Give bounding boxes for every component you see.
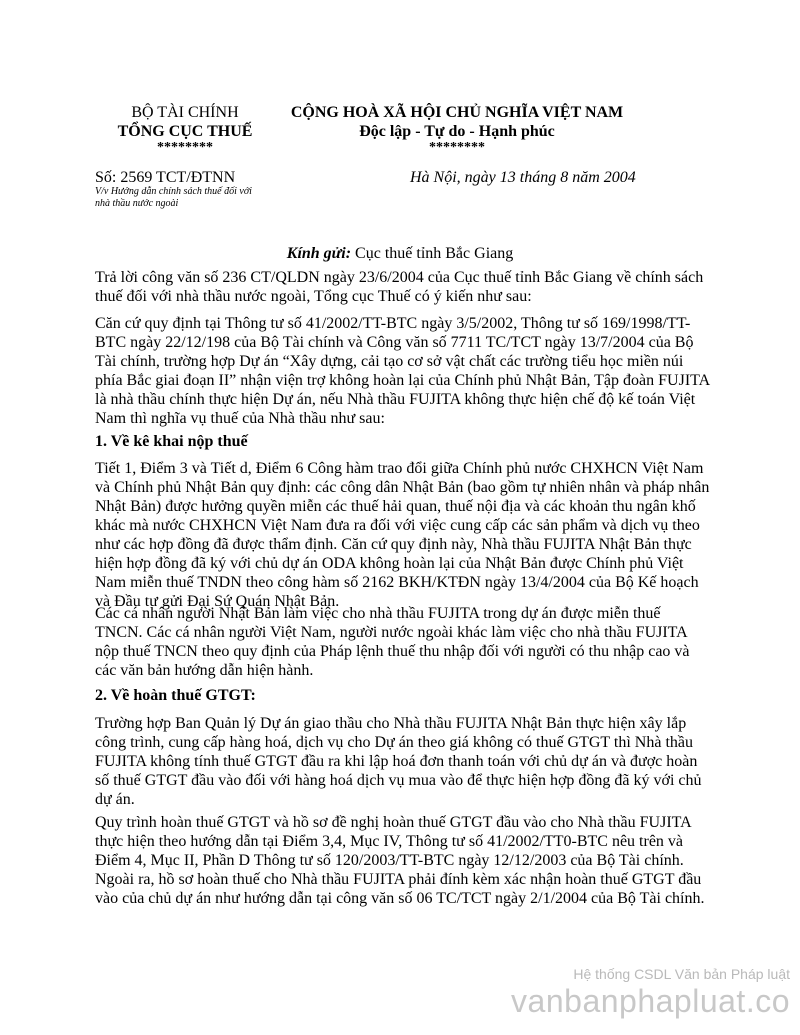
recipient-label: Kính gửi: <box>286 245 352 262</box>
paragraph-individuals: Các cá nhân người Nhật Bản làm việc cho nhà thầu FUJITA trong dự án được miễn thuế TNCN. Các cá nhân người Việt Nam, người nước ngoài khác làm việc cho nhà thầu FUJITA nộp thuế TNCN theo quy định của Pháp lệnh thuế thu nhập đối với người có thu nhập cao và các văn bản hướng dẫn hiện hành. <box>95 605 690 679</box>
watermark-caption: Hệ thống CSDL Văn bản Pháp luật <box>573 966 790 982</box>
section-heading-vat-refund: 2. Về hoàn thuế GTGT: <box>95 687 256 704</box>
document-subject: V/v Hướng dẫn chính sách thuế đối với nhà thầu nước ngoài <box>95 186 252 209</box>
section-heading-declaration: 1. Về kê khai nộp thuế <box>95 433 248 450</box>
watermark-site: vanbanphapluat.co <box>511 983 790 1019</box>
place-and-date: Hà Nội, ngày 13 tháng 8 năm 2004 <box>410 169 636 186</box>
national-motto: Độc lập - Tự do - Hạnh phúc <box>359 123 555 140</box>
national-heading <box>282 103 632 155</box>
department-name: TỔNG CỤC THUẾ <box>117 123 253 140</box>
paragraph-refund-procedure: Quy trình hoàn thuế GTGT và hồ sơ đề nghị hoàn thuế GTGT đầu vào cho Nhà thầu FUJITA thực hiện theo hướng dẫn tại Điểm 3,4, Mục IV, Thông tư số 41/2002/TT0-BTC nêu trên và Điểm 4, Mục II, Phần D Thông tư số 120/2003/TT-BTC ngày 12/12/2003 của Bộ Tài chính. Ngoài ra, hồ sơ hoàn thuế cho Nhà thầu FUJITA phải đính kèm xác nhận hoàn thuế GTGT đầu vào của chủ dự án như hướng dẫn tại công văn số 06 TC/TCT ngày 2/1/2004 của Bộ Tài chính. <box>95 814 705 907</box>
country-name: CỘNG HOÀ XÃ HỘI CHỦ NGHĨA VIỆT NAM <box>290 104 624 121</box>
recipient-line <box>0 244 800 263</box>
ministry-name: BỘ TÀI CHÍNH <box>131 104 239 121</box>
paragraph-legal-basis: Căn cứ quy định tại Thông tư số 41/2002/TT-BTC ngày 3/5/2002, Thông tư số 169/1998/TT-BTC ngày 22/12/198 của Bộ Tài chính và Công văn số 7711 TC/TCT ngày 13/7/2004 của Bộ Tài chính, trường hợp Dự án “Xây dựng, cải tạo cơ sở vật chất các trường tiểu học miền núi phía Bắc giai đoạn II” nhận viện trợ không hoàn lại của Chính phủ Nhật Bản, Tập đoàn FUJITA là nhà thầu chính thực hiện Dự án, nếu Nhà thầu FUJITA không thực hiện chế độ kế toán Việt Nam thì nghĩa vụ thuế của Nhà thầu như sau: <box>95 315 710 427</box>
issuer-stars: ******** <box>157 140 213 155</box>
issuer-block <box>100 103 270 155</box>
paragraph-vat-contract: Trường hợp Ban Quản lý Dự án giao thầu cho Nhà thầu FUJITA Nhật Bản thực hiện xây lắp công trình, cung cấp hàng hoá, dịch vụ cho Dự án theo giá không có thuế GTGT thì Nhà thầu FUJITA không tính thuế GTGT đầu ra khi lập hoá đơn thanh toán với chủ dự án và được hoàn số thuế GTGT đầu vào đối với hàng hoá dịch vụ mua vào để thực hiện hợp đồng đã ký với chủ dự án. <box>95 715 702 808</box>
paragraph-exemption: Tiết 1, Điểm 3 và Tiết d, Điểm 6 Công hàm trao đổi giữa Chính phủ nước CHXHCN Việt Nam và Chính phủ Nhật Bản quy định: các công dân Nhật Bản (bao gồm tự nhiên nhân và pháp nhân Nhật Bản) được hưởng quyền miễn các thuế hải quan, thuế nội địa và các khoản thu ngân khố khác mà nước CHXHCN Việt Nam đưa ra đối với việc cung cấp các sản phẩm và dịch vụ theo như các hợp đồng đã được thẩm định. Căn cứ quy định này, Nhà thầu FUJITA Nhật Bản thực hiện hợp đồng đã ký với chủ dự án ODA không hoàn lại của Nhật Bản được Chính phủ Việt Nam miễn thuế TNDN theo công hàm số 2162 BKH/KTĐN ngày 13/4/2004 của Bộ Kế hoạch và Đầu tư gửi Đại Sứ Quán Nhật Bản. <box>95 460 710 610</box>
motto-stars: ******** <box>429 140 485 155</box>
paragraph-reply: Trả lời công văn số 236 CT/QLDN ngày 23/6/2004 của Cục thuế tỉnh Bắc Giang về chính sách thuế đối với nhà thầu nước ngoài, Tổng cục Thuế có ý kiến như sau: <box>95 269 704 305</box>
document-number: Số: 2569 TCT/ĐTNN <box>95 169 236 186</box>
recipient-name: Cục thuế tỉnh Bắc Giang <box>351 245 514 262</box>
